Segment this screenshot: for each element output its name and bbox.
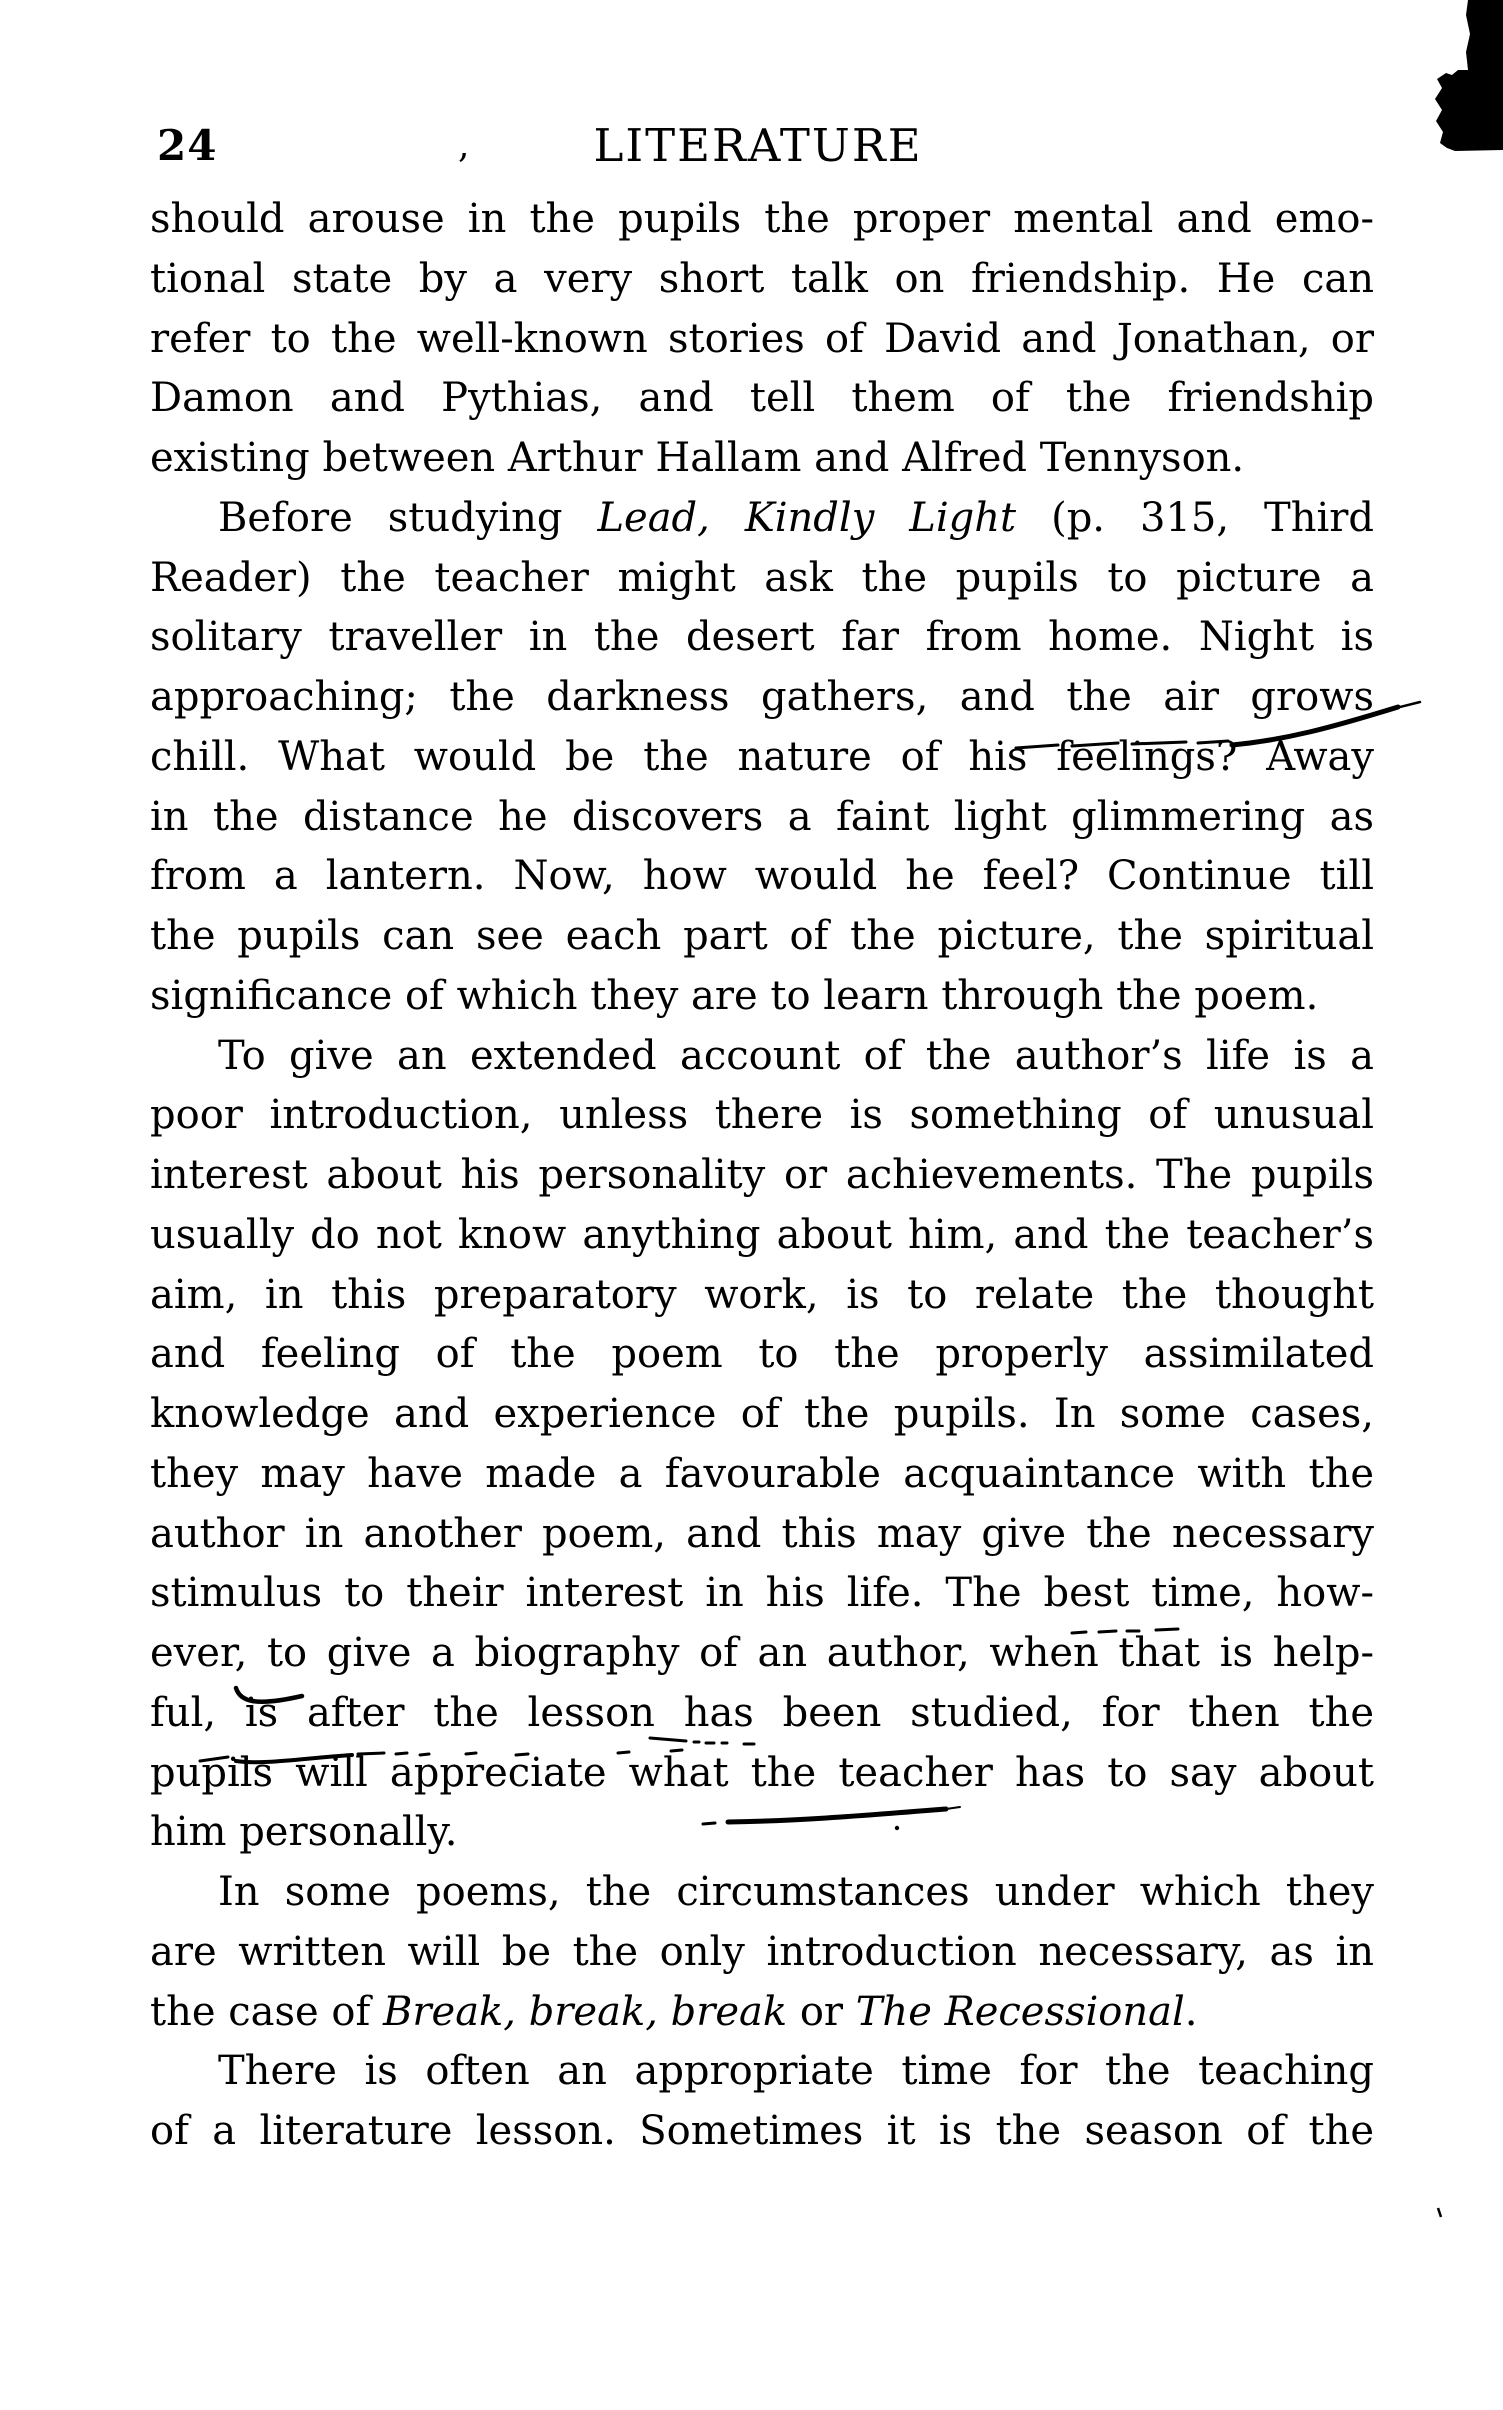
text-line: ever, to give a biography of an author, when that is help- — [150, 1630, 1374, 1676]
text-line: should arouse in the pupils the proper mental and emo- — [150, 196, 1374, 242]
text-block — [150, 190, 1374, 2162]
stray-ink-mark: , — [458, 125, 470, 166]
text-line: pupils will appreciate what the teacher has to say about — [150, 1749, 1374, 1796]
text-line: usually do not know anything about him, and the teacher’s — [150, 1211, 1374, 1258]
text-line: from a lantern. Now, how would he feel? Continue till — [150, 853, 1374, 900]
text-line: the case of Break, break, break or The Recessional. — [150, 1988, 1198, 2035]
text-line: ful, is after the lesson has been studied, for then the — [150, 1689, 1374, 1736]
text-line: chill. What would be the nature of his feelings? Away — [150, 733, 1374, 780]
text-line: him personally. — [150, 1809, 458, 1856]
text-line: aim, in this preparatory work, is to relate the thought — [150, 1271, 1374, 1318]
text-line: they may have made a favourable acquaintance with the — [150, 1450, 1374, 1497]
ink-speck — [1438, 2208, 1441, 2217]
text-line: significance of which they are to learn through the poem. — [150, 972, 1319, 1019]
corner-ink-blob — [1435, 0, 1503, 151]
paragraph — [150, 2042, 1374, 2162]
text-line: knowledge and experience of the pupils. In some cases, — [150, 1391, 1374, 1437]
text-line: in the distance he discovers a faint light glimmering as — [150, 793, 1374, 840]
text-line: Damon and Pythias, and tell them of the friendship — [150, 375, 1374, 422]
text-line: refer to the well-known stories of David and Jonathan, or — [150, 315, 1374, 362]
paragraph — [150, 489, 1374, 1027]
text-line: tional state by a very short talk on friendship. He can — [150, 255, 1374, 302]
text-line: poor introduction, unless there is something of unusual — [150, 1092, 1374, 1139]
text-line: the pupils can see each part of the picture, the spiritual — [150, 913, 1374, 959]
italic-text: Break, break, break — [383, 1988, 788, 2035]
paragraph — [150, 1863, 1374, 2042]
text-line: In some poems, the circumstances under which they — [218, 1869, 1374, 1915]
text-line: and feeling of the poem to the properly assimilated — [150, 1331, 1374, 1378]
page-number: 24 — [157, 121, 218, 170]
running-header-title: LITERATURE — [593, 119, 923, 172]
text-line: interest about his personality or achievements. The pupils — [150, 1152, 1374, 1198]
text-line: existing between Arthur Hallam and Alfred Tennyson. — [150, 435, 1245, 481]
italic-text: Lead, Kindly Light — [597, 494, 1017, 541]
paragraph — [150, 190, 1374, 489]
paragraph — [150, 1027, 1374, 1864]
text-line: are written will be the only introduction necessary, as in — [150, 1928, 1374, 1975]
text-line: Reader) the teacher might ask the pupils to picture a — [150, 554, 1374, 601]
text-line: There is often an appropriate time for the teaching — [218, 2048, 1374, 2095]
text-line: author in another poem, and this may give the necessary — [150, 1510, 1374, 1557]
text-line: solitary traveller in the desert far from home. Night is — [150, 614, 1374, 661]
text-line: of a literature lesson. Sometimes it is the season of the — [150, 2108, 1374, 2154]
text-line: stimulus to their interest in his life. The best time, how- — [150, 1570, 1374, 1617]
text-line: approaching; the darkness gathers, and the air grows — [150, 674, 1374, 720]
text-line: To give an extended account of the author’s life is a — [218, 1032, 1374, 1079]
text-line: Before studying Lead, Kindly Light (p. 315, Third — [218, 494, 1374, 541]
italic-text: The Recessional — [855, 1988, 1185, 2035]
